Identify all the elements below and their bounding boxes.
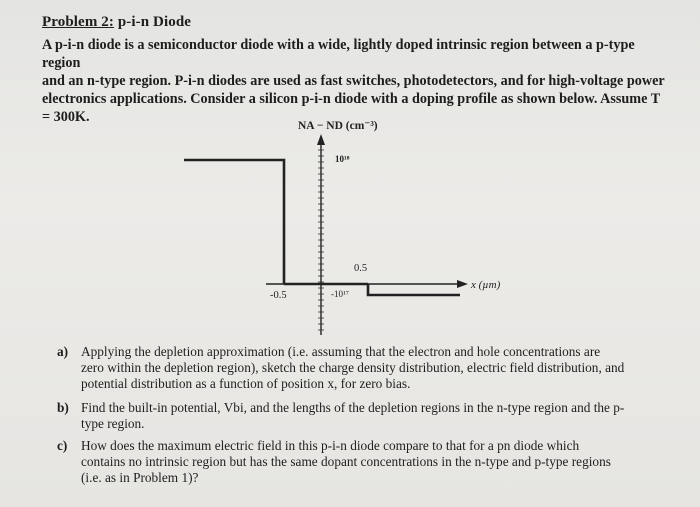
- intro-line: and an n-type region. P-i-n diodes are used as fast switches, photodetectors, and for high-voltage power: [42, 73, 665, 89]
- question-line: type region.: [81, 416, 145, 431]
- positive-level-label: 10¹⁸: [335, 154, 350, 164]
- question-label: a): [57, 344, 69, 359]
- question-line: contains no intrinsic region but has the same dopant concentrations in the n-type and p-type regions: [81, 454, 611, 469]
- intro-line: A p-i-n diode is a semiconductor diode with a wide, lightly doped intrinsic region between a p-type region: [42, 37, 635, 71]
- x-tick-label-left: -0.5: [270, 290, 287, 301]
- question-b: [57, 400, 671, 432]
- question-a: [57, 344, 671, 392]
- n-region-profile: [368, 284, 460, 295]
- question-line: Applying the depletion approximation (i.e. assuming that the electron and hole concentrations are: [81, 344, 601, 359]
- y-axis-label: NA − ND (cm⁻³): [298, 120, 378, 132]
- question-line: Find the built-in potential, Vbi, and the lengths of the depletion regions in the n-type region and the p-: [81, 400, 625, 415]
- question-line: How does the maximum electric field in this p-i-n diode compare to that for a pn diode which: [81, 438, 580, 453]
- question-label: c): [57, 438, 68, 453]
- x-axis-arrowhead: [457, 280, 468, 288]
- y-axis-arrowhead: [317, 134, 325, 145]
- question-line: (i.e. as in Problem 1)?: [81, 470, 199, 485]
- question-line: potential distribution as a function of position x, for zero bias.: [81, 376, 411, 391]
- question-c: [57, 438, 671, 486]
- question-label: b): [57, 400, 69, 415]
- p-region-profile: [184, 160, 284, 284]
- question-line: zero within the depletion region), sketch the charge density distribution, electric field distribution, and: [81, 360, 625, 375]
- negative-level-label: -10¹⁷: [331, 289, 349, 299]
- intro-line: = 300K.: [42, 109, 90, 125]
- intro-line: electronics applications. Consider a silicon p-i-n diode with a doping profile as shown below. Assume T: [42, 91, 661, 107]
- problem-number: Problem 2:: [42, 14, 114, 30]
- x-axis-label: x (µm): [471, 279, 501, 291]
- x-tick-label-right: 0.5: [354, 263, 368, 274]
- problem-topic: p-i-n Diode: [117, 14, 192, 30]
